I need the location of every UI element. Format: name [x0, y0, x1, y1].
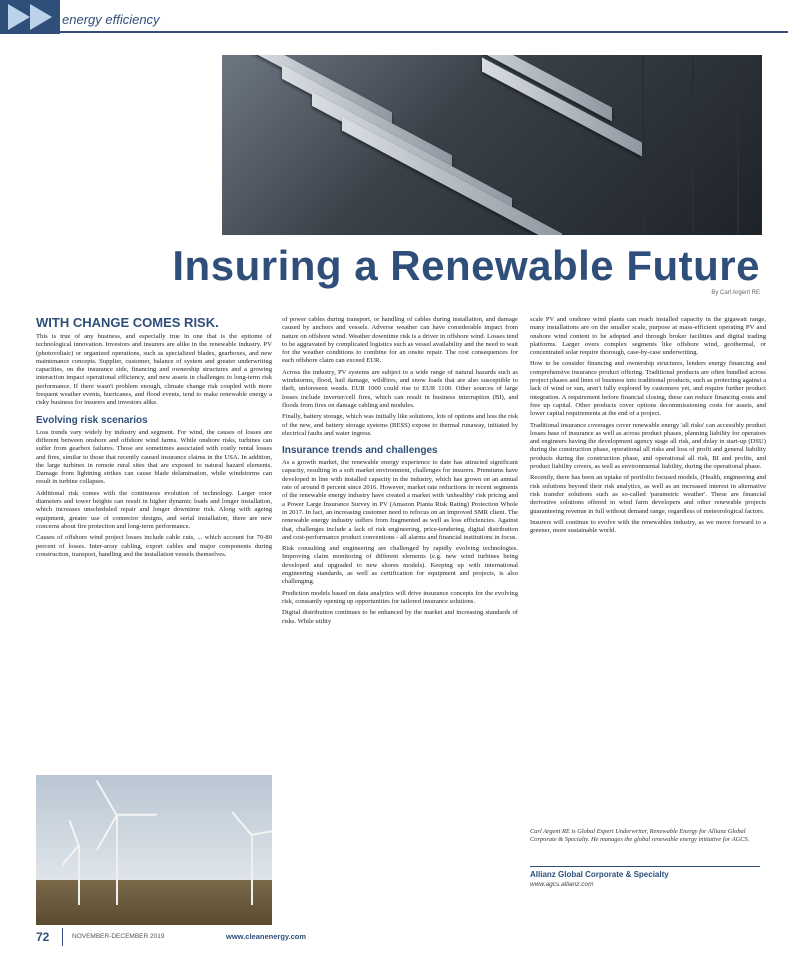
byline: By Carl Argent RE	[711, 290, 760, 296]
turbine-tower-shape	[78, 845, 80, 905]
paragraph: Recently, there has been an uptake of portfolio focused models, (Health, engineering and risk solutions beyond their risk analytics, as well as an increased interest in alternative risk transfer solutions such as so-called 'parametric weather'. These are financial derivative solutions offered in wind farm developers and other renewable projects guaranteeing revenue in full without demand range, regardless of meteorological factors.	[530, 474, 766, 515]
footer-rule	[62, 928, 63, 946]
paragraph: How to be consider financing and ownership structures, lenders energy financing and comprehensive insurance product offering. Traditional products are often bundled across project phases and lines of business into traditional products, such as protecting against a lack of wind or sun, aren't fully explored by customers yet, and require further product integration. A requirement before financial closing, these can reduce financing costs and free up capital. Other products cover options decommissioning costs for assets, and lower capital requirements at the end of a project.	[530, 360, 766, 418]
section-header-bar	[0, 0, 788, 34]
header-rule	[60, 31, 788, 33]
website-link[interactable]: www.cleanenergy.com	[226, 932, 307, 941]
company-url-link[interactable]: www.agcs.allianz.com	[530, 881, 594, 888]
turbine-blade-shape	[61, 845, 79, 866]
paragraph: Across the industry, PV systems are subject to a wide range of natural hazards such as windstorms, flood, hail damage, wildfires, and snow loads that are also susceptible to theft, unforeseen weeds. EUR 1000 could rise to EUR 1100. Other sources of large losses include inverter/cell fires, which can result in business interruption (BI), and floods from fires on damage cabling and modules.	[282, 368, 518, 409]
paragraph: This is true of any business, and especially true in one that is the epitome of technological innovation. Investors and insurers are alike in the renewable industry. PV (photovoltaic) or organized operations, such as specialized blades, gearboxes, and new maintenance concepts. Supplier, customer, balance of system and greater underwriting capacities, on the insurance side, financing and ownership structures and a growing interaction impact operational efficiency, and new assets in challenges to long-term risk performance. If there wasn't problem enough, climate change risk coupled with more frequent weather events, hurricanes, and flood events, tend to make renewable energy a risky business for insurers and investors alike.	[36, 333, 272, 407]
column-1	[36, 316, 272, 562]
paragraph: Traditional insurance coverages cover renewable energy 'all risks' can accessibly product losses base of insurance as well as across product phases, planning liability for operators and engineers having the development agency stage all risk, and delay in start-up (DSU) during the construction phase, operational all risks and loss of profit and general liability products during the construction phase, and operational all risk, BI and profits, and product liability covers, as well as environmental liability, during the operational phase.	[530, 421, 766, 471]
frame-shape	[737, 55, 739, 235]
turbine-blade-shape	[117, 814, 157, 816]
paragraph: As a growth market, the renewable energy experience to date has attracted significant capacity, resulting in a soft market environment, challenges for insurers. Premiums have developed in line with installed capacity in the industry, which has grown on an annual rate of around 8 percent since 2016. However, market rate reductions in recent segments of the renewable energy industry have created a market with 'unhealthy' risk pricing and a Power Large Insurance Survey in PV (Amazon Pianta Risk Rating) Protection Whole in 2017. In fact, an increasing customer need to refocus on an improved SMR client. The renewable energy industry suffers from fragmented as well as loss efficiencies. Against that, challenges include a lack of risk engineering, price-tendering, digital distribution and cost-performance product conventions - all alarms and financial institutions in focus.	[282, 459, 518, 541]
author-bio: Carl Argent RE is Global Expert Underwriter, Renewable Energy for Allianz Global Corporate & Specialty. He manages the global renewable energy initiative for AGCS.	[530, 828, 750, 843]
turbine-tower-shape	[116, 815, 118, 905]
solar-panels-photo	[222, 55, 762, 235]
bio-rule	[530, 866, 760, 867]
paragraph: Digital distribution continues to be enhanced by the market and increasing standards of risks. While utility	[282, 609, 518, 625]
paragraph: Additional risk comes with the continuous evolution of technology. Larger rotor diameters and tower heights can result in higher dynamic loads and longer installation, which increases unscheduled repair and longer downtime risk. Along with ageing equipment, greater use of connector designs, and serial installation, there are new concerns about fire protection and long-term performance.	[36, 489, 272, 530]
section-tag: energy efficiency	[62, 12, 160, 27]
turbine-tower-shape	[251, 835, 253, 905]
company-name: Allianz Global Corporate & Specialty	[530, 870, 669, 879]
frame-shape	[692, 55, 694, 235]
paragraph: scale PV and onshore wind plants can reach installed capacity in the gigawatt range, many installations are on the smaller scale, purpose at mass-efficient operating PV and onshore wind content to be adopted and through broker facilities and digital trading platforms. Larger overs complex segments like offshore wind, geothermal, or concentrated solar require thorough, case-by-case underwriting.	[530, 316, 766, 357]
paragraph: Finally, battery storage, which was initially like solutions, lots of options and less the risk of the new, and battery storage systems (BESS) expose to thermal runaway, initiated by electrical faults and water ingress.	[282, 413, 519, 437]
issue-date: NOVEMBER-DECEMBER 2019	[72, 933, 165, 940]
turbine-blade-shape	[96, 815, 117, 850]
paragraph: of power cables during transport, or handling of cables during installation, and damage caused by anchors and vessels. Adverse weather can have considerable impact from nature on offshore wind. Weather downtime risk is a driver in offshore wind. Losses tend to be aggravated by complicated logistics such as vessel availability and the need to wait for the weather conditions to combine for an onsite repair. The cost consequences for each offshore claim can exceed EUR.	[282, 316, 518, 365]
turbine-blade-shape	[252, 829, 272, 836]
column-2	[282, 316, 518, 629]
chevron-right-icon	[30, 4, 52, 30]
lead-heading: WITH CHANGE COMES RISK.	[36, 315, 219, 330]
subheading-evolving-risk: Evolving risk scenarios	[36, 414, 148, 426]
subheading-insurance-trends: Insurance trends and challenges	[282, 445, 438, 457]
chevron-right-icon	[8, 4, 30, 30]
article-title: Insuring a Renewable Future	[172, 242, 760, 289]
turbine-blade-shape	[232, 812, 252, 836]
page-footer	[36, 930, 760, 946]
turbine-blade-shape	[69, 820, 79, 845]
paragraph: Insurers will continue to evolve with the renewables industry, as we move forward to a greener, more sustainable world.	[530, 518, 766, 535]
wind-turbines-photo	[36, 775, 272, 925]
paragraph: Causes of offshore wind project losses include cable cuts, ... which account for 70-80 percent of losses. Inter-array cabling, export cables and major components during construction, transport, handling and the installation vessels themselves.	[36, 534, 272, 558]
paragraph: Prediction models based on data analytics will drive insurance concepts for the evolving risk, constantly opening up opportunities for tailored insurance solutions.	[282, 589, 518, 605]
paragraph: Loss trends vary widely by industry and segment. For wind, the causes of losses are different between onshore and offshore wind farms. While onshore risks, turbines can suffer from gearbox failures. Those are sometimes associated with costly rental losses and fires, similar to those that recently caused insurance claims in the USA. In addition, the large turbines in remote rural sites that are exposed to natural hazard elements. Damage from lightning strikes can cause blade delamination, while windstorms can result in turbine collapses.	[36, 428, 272, 486]
solar-panel-shape	[342, 117, 562, 235]
column-3	[530, 316, 766, 538]
paragraph: Risk consulting and engineering are challenged by rapidly evolving technologies. Improving claim monitoring of different elements (e.g. new wind turbines being developed and upgraded to new shores models). Keeping up with international engineering standards, as well as certification for equipment and projects, is also challenging.	[282, 545, 518, 586]
turbine-blade-shape	[96, 780, 117, 815]
frame-shape	[642, 55, 644, 235]
page-number: 72	[36, 930, 50, 944]
solar-panel-shape	[482, 57, 642, 156]
